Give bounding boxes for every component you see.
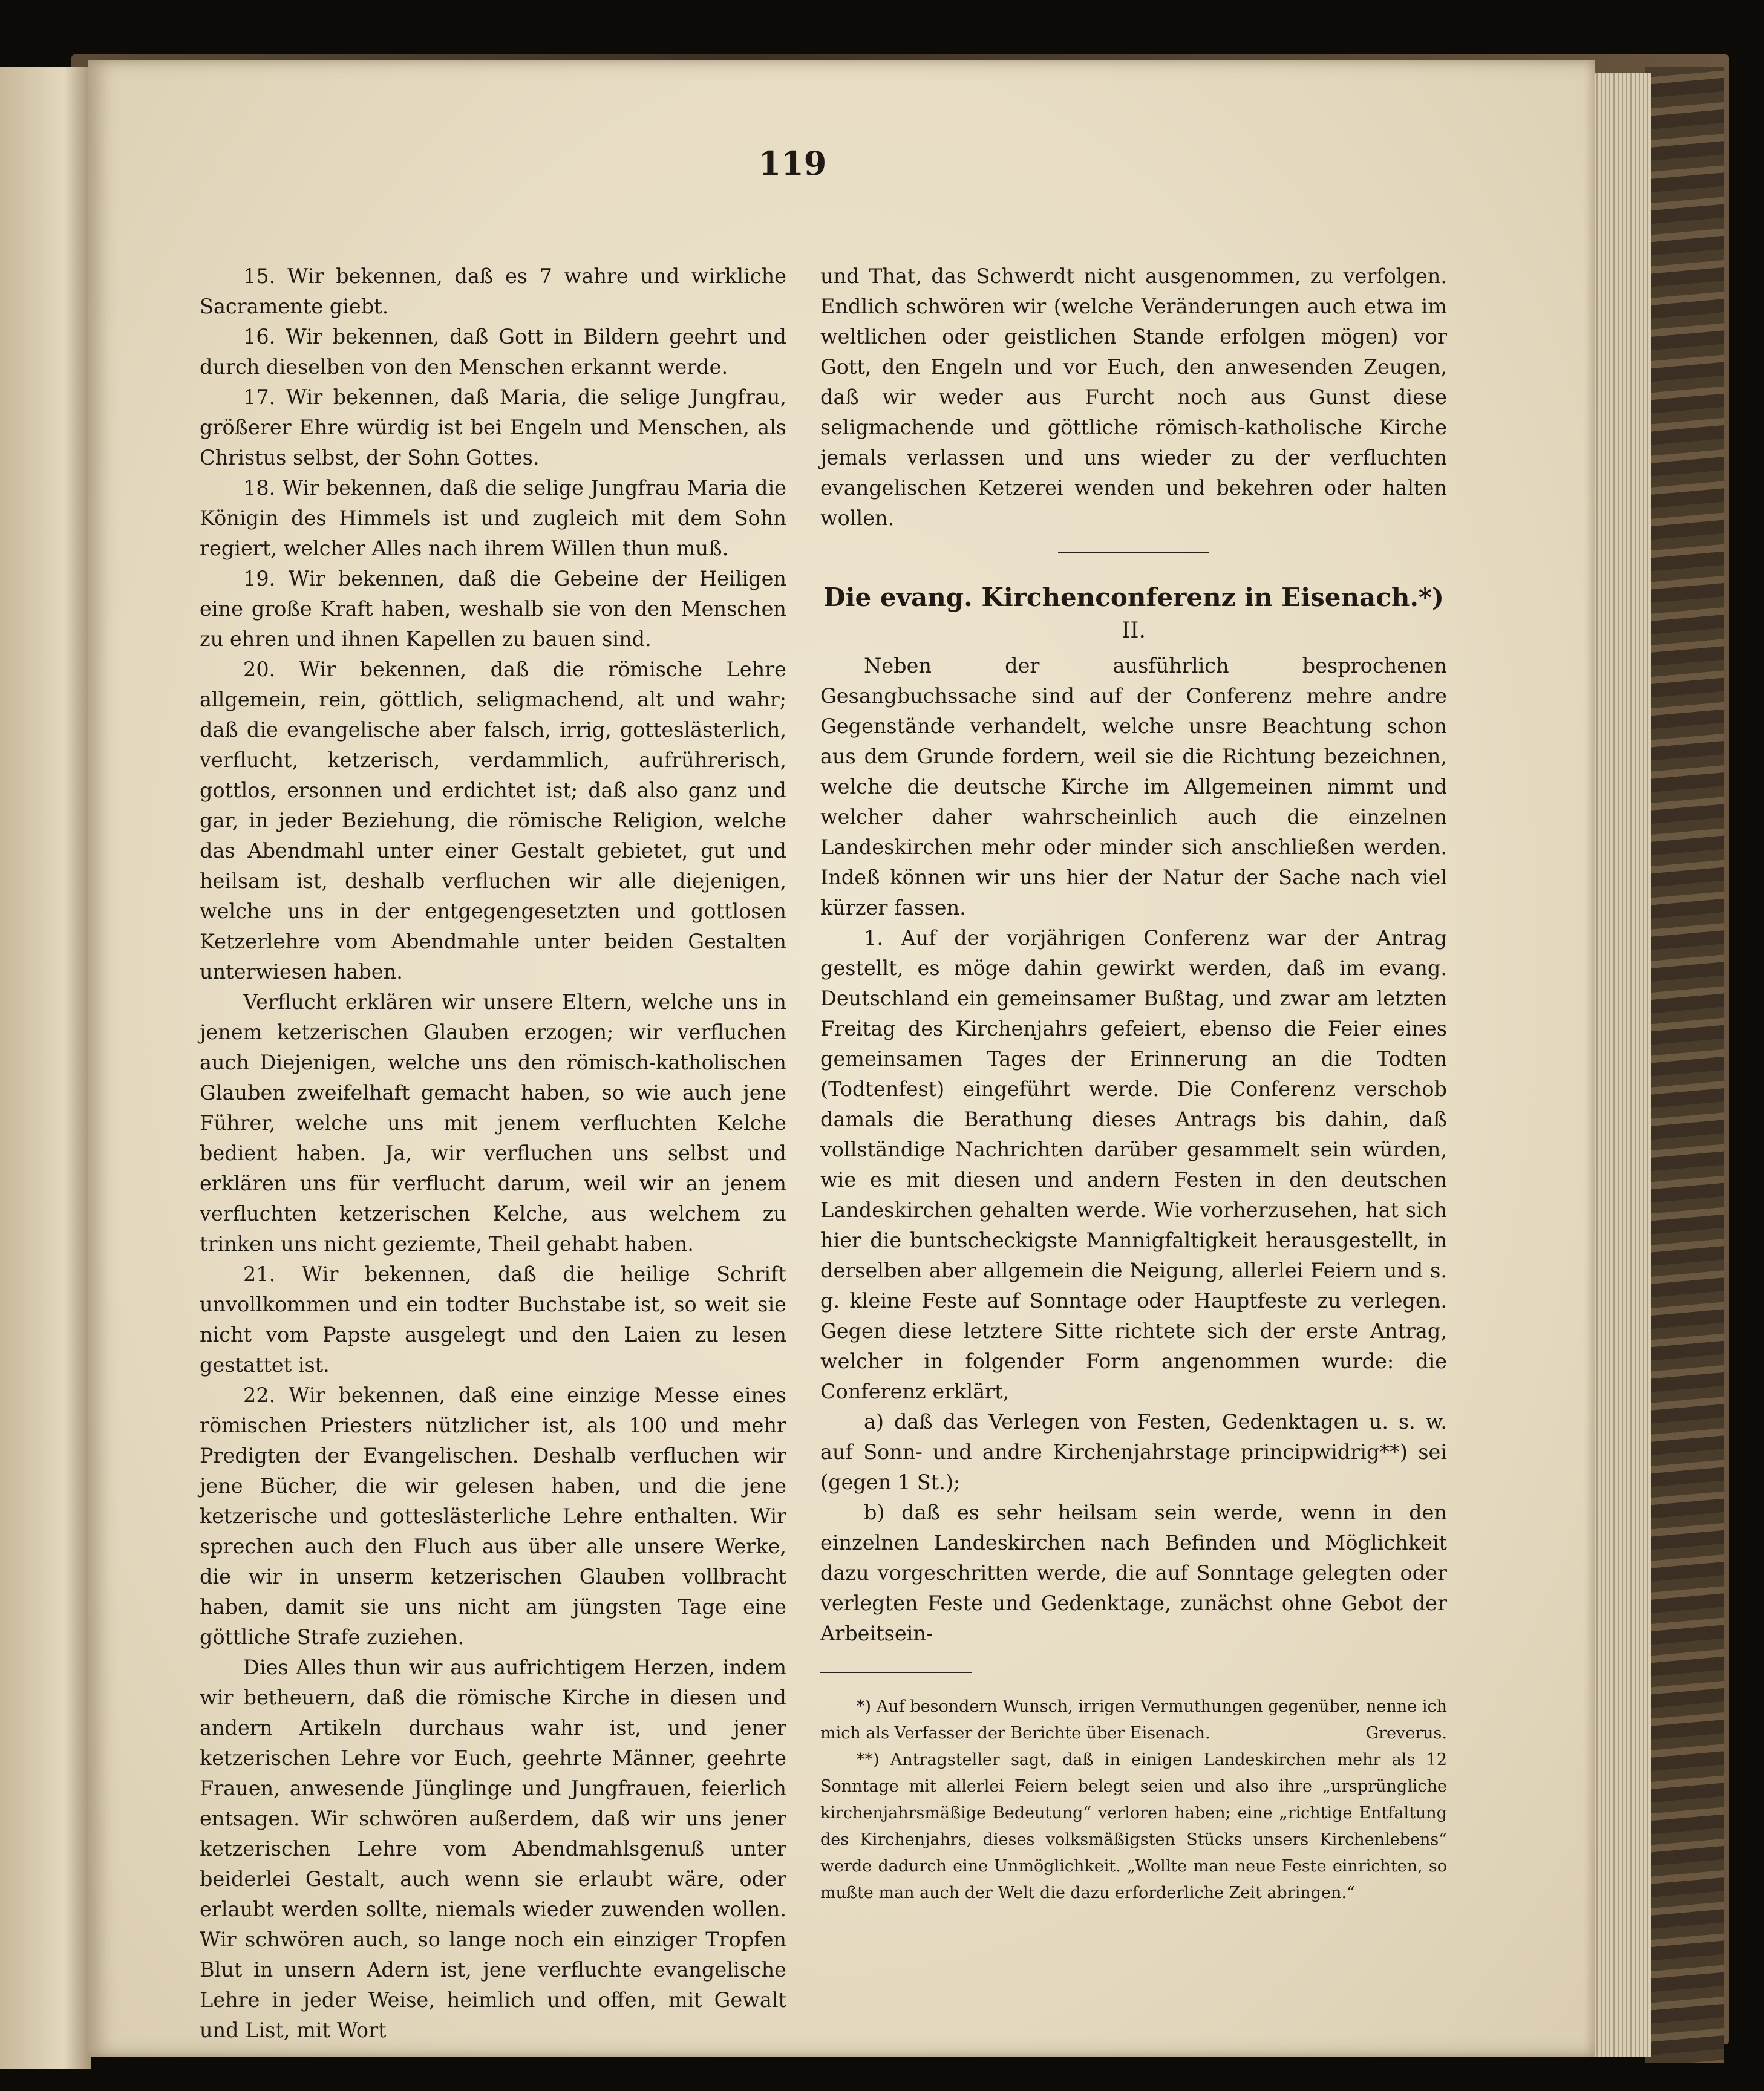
list-item: b) daß es sehr heilsam sein werde, wenn in den einzelnen Landeskirchen nach Befinden und Möglichkeit dazu vorgeschritten werde, die auf Sonntage gelegten oder verlegten Feste und Gedenktage, zunächst ohne Gebot der Arbeitsein-: [820, 1501, 1447, 1645]
paragraph: Verflucht erklären wir unsere Eltern, welche uns in jenem ketzerischen Glauben erzogen; wir verfluchen auch Diejenigen, welche uns den römisch-katholischen Glauben zweifelhaft gemacht haben, so wie auch jene Führer, welche uns mit jenem verfluchten Kelche bedient haben. Ja, wir verfluchen uns selbst und erklären uns für verflucht darum, weil wir an jenem verfluchten ketzerischen Kelche, aus welchem zu trinken uns nicht geziemte, Theil gehabt haben.: [200, 990, 786, 1256]
article-body: [820, 651, 1447, 1649]
right-column: [820, 261, 1447, 1907]
footnote-2: **) Antragsteller sagt, daß in einigen Landeskirchen mehr als 12 Sonntage mit allerlei Feiern belegt seien und also ihre „ursprüngliche kirchenjahrsmäßige Bedeutung“ verloren haben; eine „richtige Entfaltung des Kirchenjahrs, dieses volksmäßigsten Stücks unsers Kirchenlebens“ werde dadurch eine Unmöglichkeit. „Wollte man neue Feste einrichten, so mußte man auch der Welt die dazu erforderliche Zeit abringen.“: [820, 1750, 1447, 1902]
paragraph: 16. Wir bekennen, daß Gott in Bildern geehrt und durch dieselben von den Menschen erkannt werde.: [200, 325, 786, 379]
paragraph: 1. Auf der vorjährigen Conferenz war der Antrag gestellt, es möge dahin gewirkt werden, daß im evang. Deutschland ein gemeinsamer Bußtag, und zwar am letzten Freitag des Kirchenjahrs gefeiert, ebenso die Feier eines gemeinsamen Tages der Erinnerung an die Todten (Todtenfest) eingeführt werde. Die Conferenz verschob damals die Berathung dieses Antrags bis dahin, daß vollständige Nachrichten darüber gesammelt sein würden, wie es mit diesen und andern Festen in den deutschen Landeskirchen gehalten werde. Wie vorherzusehen, hat sich hier die buntscheckigste Mannigfaltigkeit herausgestellt, in derselben aber allgemein die Neigung, allerlei Feiern und s. g. kleine Feste auf Sonntage oder Hauptfeste zu verlegen. Gegen diese letztere Sitte richtete sich der erste Antrag, welcher in folgender Form angenommen wurde: die Conferenz erklärt,: [820, 926, 1447, 1403]
footnote-signature: Greverus.: [1365, 1724, 1447, 1743]
paragraph: 15. Wir bekennen, daß es 7 wahre und wirkliche Sacramente giebt.: [200, 264, 786, 318]
article-part-number: II.: [1122, 618, 1146, 643]
paragraph: 18. Wir bekennen, daß die selige Jungfrau Maria die Königin des Himmels ist und zugleich mit dem Sohn regiert, welcher Alles nach ihrem Willen thun muß.: [200, 476, 786, 560]
paragraph: 20. Wir bekennen, daß die römische Lehre allgemein, rein, göttlich, seligmachend, alt und wahr; daß die evangelische aber falsch, irrig, gotteslästerlich, verflucht, ketzerisch, verdammlich, aufrührerisch, gottlos, ersonnen und erdichtet ist; daß also ganz und gar, in jeder Beziehung, die römische Religion, welche das Abendmahl unter einer Gestalt gebietet, gut und heilsam ist, deshalb verfluchen wir alle diejenigen, welche uns in der entgegengesetzten und gottlosen Ketzerlehre vom Abendmahle unter beiden Gestalten unterwiesen haben.: [200, 657, 786, 984]
article-title: Die evang. Kirchenconferenz in Eisenach.*): [823, 582, 1444, 612]
facing-page-edge: [0, 67, 91, 2069]
footnotes: [820, 1694, 1447, 1907]
book-spine: [1645, 67, 1724, 2063]
page-number: 119: [758, 144, 827, 183]
paragraph: 21. Wir bekennen, daß die heilige Schrift unvollkommen und ein todter Buchstabe ist, so weit sie nicht vom Papste ausgelegt und den Laien zu lesen gestattet ist.: [200, 1262, 786, 1377]
footnote-divider: [820, 1672, 972, 1673]
paragraph: 19. Wir bekennen, daß die Gebeine der Heiligen eine große Kraft haben, weshalb sie von den Menschen zu ehren und ihnen Kapellen zu bauen sind.: [200, 567, 786, 651]
continuation-paragraph: und That, das Schwerdt nicht ausgenommen, zu verfolgen. Endlich schwören wir (welche Veränderungen auch etwa im weltlichen oder geistlichen Stande erfolgen mögen) vor Gott, den Engeln und vor Euch, den anwesenden Zeugen, daß wir weder aus Furcht noch aus Gunst diese seligmachende und göttliche römisch-katholische Kirche jemals verlassen und uns wieder zu der verfluchten evangelischen Ketzerei wenden und bekehren oder halten wollen.: [820, 264, 1447, 530]
left-column: [200, 261, 786, 2046]
paragraph: 17. Wir bekennen, daß Maria, die selige Jungfrau, größerer Ehre würdig ist bei Engeln und Menschen, als Christus selbst, der Sohn Gottes.: [200, 385, 786, 469]
paragraph: Dies Alles thun wir aus aufrichtigem Herzen, indem wir betheuern, daß die römische Kirche in diesen und andern Artikeln durchaus wahr ist, und jener ketzerischen Lehre vor Euch, geehrte Männer, geehrte Frauen, anwesende Jünglinge und Jungfrauen, feierlich entsagen. Wir schwören außerdem, daß wir uns jener ketzerischen Lehre vom Abendmahlsgenuß unter beiderlei Gestalt, auch wenn sie erlaubt wäre, oder erlaubt werden sollte, niemals wieder zuwenden wollen. Wir schwören auch, so lange noch ein einziger Tropfen Blut in unsern Adern ist, jene verfluchte evangelische Lehre in jeder Weise, heimlich und offen, mit Gewalt und List, mit Wort: [200, 1656, 786, 2042]
footnote-1-text: *) Auf besondern Wunsch, irrigen Vermuthungen gegenüber, nenne ich mich als Verfasser der Berichte über Eisenach.: [820, 1697, 1447, 1743]
footnote-1: [820, 1694, 1447, 1747]
page-edges: [1585, 73, 1651, 2057]
section-divider: [1058, 552, 1209, 553]
paragraph: 22. Wir bekennen, daß eine einzige Messe eines römischen Priesters nützlicher ist, als 100 und mehr Predigten der Evangelischen. Deshalb verfluchen wir jene Bücher, die wir gelesen haben, und die jene ketzerische und gotteslästerliche Lehre enthalten. Wir sprechen auch den Fluch aus über alle unsere Werke, die wir in unserm ketzerischen Glauben vollbracht haben, damit sie uns nicht am jüngsten Tage eine göttliche Strafe zuziehen.: [200, 1383, 786, 1649]
list-item: a) daß das Verlegen von Festen, Gedenktagen u. s. w. auf Sonn- und andre Kirchenjahrstage principwidrig**) sei (gegen 1 St.);: [820, 1410, 1447, 1494]
paragraph: Neben der ausführlich besprochenen Gesangbuchssache sind auf der Conferenz mehre andre Gegenstände verhandelt, welche unsre Beachtung schon aus dem Grunde fordern, weil sie die Richtung bezeichnen, welche die deutsche Kirche im Allgemeinen nimmt und welcher daher wahrscheinlich auch die einzelnen Landeskirchen mehr oder minder sich anschließen werden. Indeß können wir uns hier der Natur der Sache nach viel kürzer fassen.: [820, 654, 1447, 919]
